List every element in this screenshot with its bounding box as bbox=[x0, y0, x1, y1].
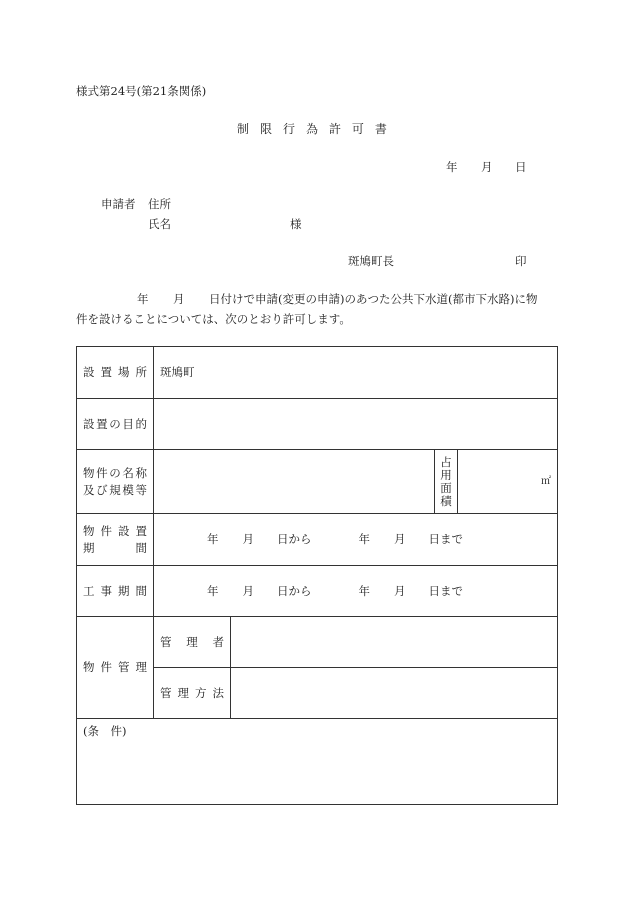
label-char: 設 bbox=[83, 416, 95, 431]
label-char: 間 bbox=[135, 583, 147, 598]
label-char: の bbox=[109, 465, 121, 480]
period-month: 月 bbox=[242, 583, 254, 598]
date-month: 月 bbox=[481, 160, 493, 174]
object-value bbox=[154, 450, 435, 514]
purpose-label-cell bbox=[77, 399, 154, 450]
label-char: 理 bbox=[177, 685, 189, 700]
management-label-cell bbox=[77, 617, 154, 719]
label-char: 目 bbox=[122, 416, 134, 431]
label-char: 法 bbox=[212, 685, 224, 700]
label-char: 方 bbox=[195, 685, 207, 700]
row-manager bbox=[77, 617, 558, 668]
label-char: 工 bbox=[83, 583, 95, 598]
manager-label-cell bbox=[154, 617, 231, 668]
install-period-label-line1 bbox=[83, 523, 147, 540]
work-period-label-cell bbox=[77, 566, 154, 617]
form-number: 様式第24号(第21条関係) bbox=[76, 84, 207, 98]
label-char: 置 bbox=[135, 523, 147, 538]
applicant-address-label: 住所 bbox=[148, 197, 171, 211]
install-period-value bbox=[154, 514, 558, 566]
title-char: 制 bbox=[237, 122, 250, 136]
label-char: 物 bbox=[83, 660, 95, 674]
label-char: 場 bbox=[118, 365, 130, 379]
label-char: 所 bbox=[135, 365, 147, 379]
location-value: 斑鳩町 bbox=[154, 347, 558, 399]
row-location bbox=[77, 347, 558, 399]
permit-table bbox=[76, 346, 558, 805]
install-period-label-cell bbox=[77, 514, 154, 566]
label-char: 期 bbox=[83, 540, 95, 555]
label-char: 物 bbox=[83, 465, 95, 480]
period-from: 日から bbox=[277, 583, 312, 598]
body-year: 年 bbox=[137, 292, 149, 306]
label-char: 設 bbox=[118, 523, 130, 538]
install-period-label-line2 bbox=[83, 540, 147, 557]
area-label-cell bbox=[435, 450, 458, 514]
date-year: 年 bbox=[446, 160, 458, 174]
location-label bbox=[83, 364, 147, 381]
label-char: 間 bbox=[135, 540, 147, 555]
row-install-period bbox=[77, 514, 558, 566]
period-year: 年 bbox=[207, 583, 219, 598]
period-year: 年 bbox=[207, 532, 219, 546]
manager-value bbox=[231, 617, 558, 668]
label-char: 称 bbox=[135, 465, 147, 480]
work-period-label bbox=[83, 583, 147, 600]
purpose-value bbox=[154, 399, 558, 450]
label-char: 名 bbox=[122, 465, 134, 480]
label-char: 者 bbox=[212, 634, 224, 649]
label-char: 的 bbox=[135, 416, 147, 431]
period-month: 月 bbox=[242, 532, 254, 546]
purpose-label bbox=[83, 416, 147, 433]
body-line2: 件を設けることについては、次のとおり許可します。 bbox=[76, 312, 351, 326]
object-label-cell bbox=[77, 450, 154, 514]
body-month: 月 bbox=[173, 292, 185, 306]
area-unit: ㎡ bbox=[458, 450, 558, 514]
label-char: 管 bbox=[160, 685, 172, 700]
date-day: 日 bbox=[515, 160, 527, 174]
area-label-char: 占 bbox=[440, 454, 452, 469]
area-label-char: 積 bbox=[440, 493, 452, 508]
area-label bbox=[440, 456, 452, 508]
label-char: 期 bbox=[118, 583, 130, 598]
title-char: 為 bbox=[305, 122, 318, 136]
document-title bbox=[237, 122, 387, 136]
title-char: 書 bbox=[374, 122, 387, 136]
label-char: 件 bbox=[96, 465, 108, 480]
label-char: び bbox=[96, 482, 108, 497]
label-char: 模 bbox=[122, 482, 134, 497]
period-year2: 年 bbox=[358, 583, 370, 598]
label-char: 物 bbox=[83, 523, 95, 538]
label-char: 理 bbox=[135, 660, 147, 674]
title-char: 行 bbox=[282, 122, 295, 136]
label-char: 設 bbox=[83, 365, 95, 379]
period-month2: 月 bbox=[394, 583, 406, 598]
label-char: 等 bbox=[135, 482, 147, 497]
label-char: の bbox=[109, 416, 121, 431]
conditions-label: (条 件) bbox=[83, 724, 127, 738]
row-purpose bbox=[77, 399, 558, 450]
label-char: 理 bbox=[186, 634, 198, 649]
period-until: 日まで bbox=[428, 583, 463, 598]
title-char: 限 bbox=[259, 122, 272, 136]
applicant-name-label: 氏名 bbox=[148, 217, 171, 231]
area-label-char: 用 bbox=[440, 467, 452, 482]
object-label-line1 bbox=[83, 465, 147, 482]
management-label bbox=[83, 659, 147, 676]
issuer-title: 斑鳩町長 bbox=[348, 254, 394, 268]
label-char: 件 bbox=[100, 660, 112, 674]
period-until: 日まで bbox=[428, 532, 463, 546]
period-from: 日から bbox=[277, 532, 312, 546]
manager-label bbox=[160, 634, 224, 651]
label-char: 規 bbox=[109, 482, 121, 497]
object-label-line2 bbox=[83, 482, 147, 499]
row-object bbox=[77, 450, 558, 514]
title-char: 許 bbox=[328, 122, 341, 136]
period-month2: 月 bbox=[394, 532, 406, 546]
row-work-period bbox=[77, 566, 558, 617]
label-char: 置 bbox=[96, 416, 108, 431]
period-year2: 年 bbox=[358, 532, 370, 546]
applicant-label: 申請者 bbox=[101, 197, 136, 211]
method-label bbox=[160, 685, 224, 702]
label-char: 管 bbox=[118, 660, 130, 674]
method-value bbox=[231, 668, 558, 719]
conditions-cell bbox=[77, 719, 558, 805]
label-char: 管 bbox=[160, 634, 172, 649]
method-label-cell bbox=[154, 668, 231, 719]
body-line1: 日付けで申請(変更の申請)のあつた公共下水道(都市下水路)に物 bbox=[209, 292, 538, 306]
area-label-char: 面 bbox=[440, 480, 452, 495]
label-char: 事 bbox=[100, 583, 112, 598]
title-char: 可 bbox=[351, 122, 364, 136]
location-label-cell bbox=[77, 347, 154, 399]
work-period-value bbox=[154, 566, 558, 617]
label-char: 及 bbox=[83, 482, 95, 497]
issuer-seal: 印 bbox=[515, 254, 527, 268]
row-conditions bbox=[77, 719, 558, 805]
label-char: 置 bbox=[100, 365, 112, 379]
applicant-honorific: 様 bbox=[290, 217, 302, 231]
label-char: 件 bbox=[100, 523, 112, 538]
